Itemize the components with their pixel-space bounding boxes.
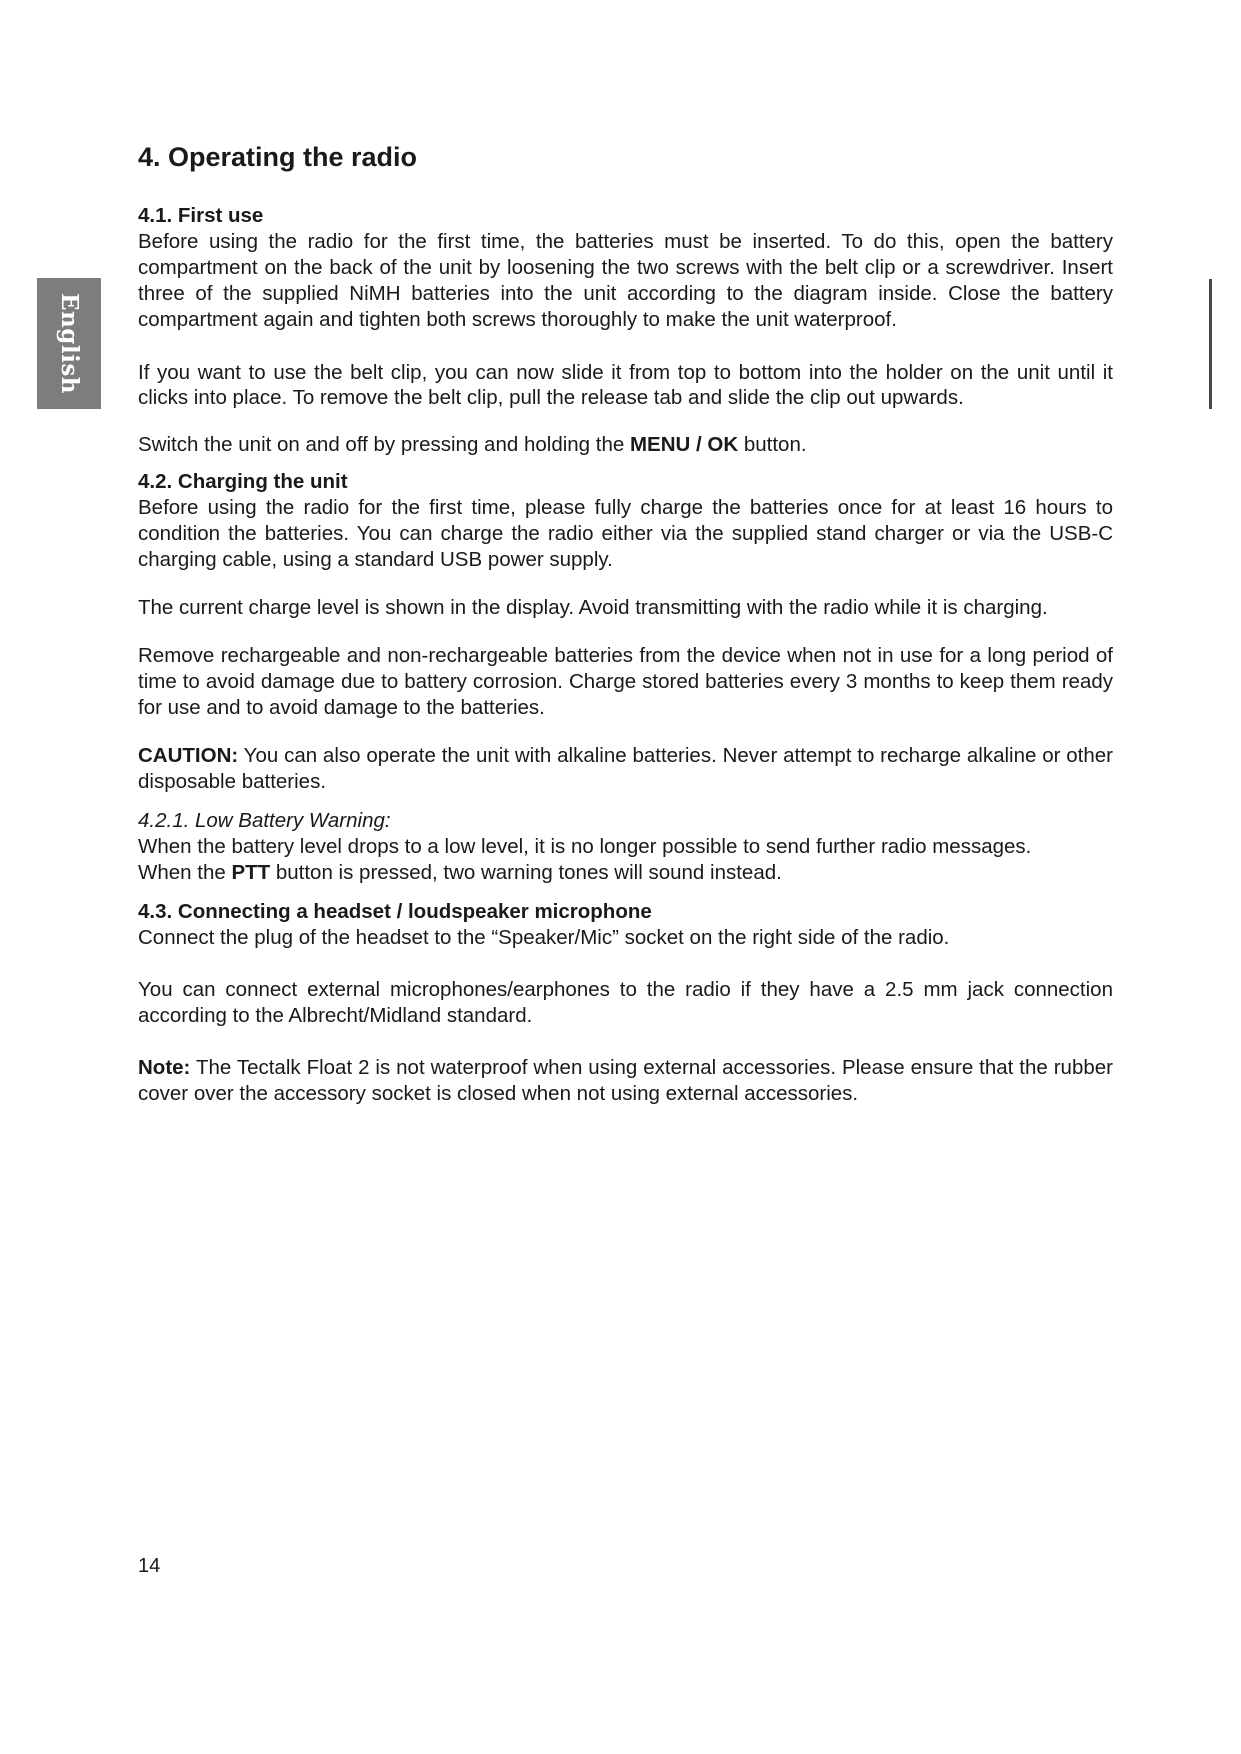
section-4-2-heading: 4.2. Charging the unit bbox=[138, 470, 348, 493]
language-side-tab bbox=[37, 278, 101, 409]
section-4-2-paragraph-1: Before using the radio for the first time, please fully charge the batteries once for at least 16 hours to condition the batteries. You can charge the radio either via the supplied stand charger or via the USB-C charging cable, using a standard USB power supply. bbox=[138, 496, 1113, 571]
section-4-2-1-paragraph-2 bbox=[138, 860, 1113, 886]
page-number: 14 bbox=[138, 1555, 161, 1577]
section-4-3-paragraph-2: You can connect external microphones/earphones to the radio if they have a 2.5 mm jack connection according to the Albrecht/Midland standard. bbox=[138, 978, 1113, 1027]
note-label: Note: bbox=[138, 1056, 191, 1079]
margin-rule bbox=[1209, 279, 1212, 409]
section-4-3-heading: 4.3. Connecting a headset / loudspeaker microphone bbox=[138, 900, 652, 923]
language-tab-label: English bbox=[55, 293, 83, 394]
caution-paragraph bbox=[138, 743, 1113, 795]
section-4-1-paragraph-1: Before using the radio for the first time, the batteries must be inserted. To do this, open the battery compartment on the back of the unit by loosening the two screws with the belt clip or a screwdriver. Insert three of the supplied NiMH batteries into the unit according to the diagram inside. Close the battery compartment again and tighten both screws thoroughly to make the unit waterproof. bbox=[138, 230, 1113, 331]
switch-text-before: Switch the unit on and off by pressing and holding the bbox=[138, 433, 630, 456]
caution-label: CAUTION: bbox=[138, 744, 239, 767]
section-4-3-paragraph-1: Connect the plug of the headset to the “Speaker/Mic” socket on the right side of the radio. bbox=[138, 926, 950, 949]
switch-text-after: button. bbox=[738, 433, 807, 456]
section-4-1-heading: 4.1. First use bbox=[138, 204, 264, 227]
section-4-2-paragraph-2: The current charge level is shown in the display. Avoid transmitting with the radio while it is charging. bbox=[138, 596, 1048, 619]
page-title: 4. Operating the radio bbox=[138, 142, 418, 172]
ptt-text-before: When the bbox=[138, 861, 232, 884]
ptt-label: PTT bbox=[231, 861, 271, 884]
section-4-1-paragraph-2: If you want to use the belt clip, you can now slide it from top to bottom into the holder on the unit until it clicks into place. To remove the belt clip, pull the release tab and slide the clip out upwards. bbox=[138, 361, 1113, 409]
page-content bbox=[138, 140, 1113, 1107]
section-4-1-paragraph-3 bbox=[138, 432, 1113, 458]
section-4-2-1-heading: 4.2.1. Low Battery Warning: bbox=[138, 809, 391, 832]
section-4-2-1-paragraph-1: When the battery level drops to a low level, it is no longer possible to send further radio messages. bbox=[138, 835, 1032, 858]
note-paragraph bbox=[138, 1055, 1113, 1107]
caution-text: You can also operate the unit with alkaline batteries. Never attempt to recharge alkaline or other disposable batteries. bbox=[138, 744, 1113, 793]
ptt-text-after: button is pressed, two warning tones will sound instead. bbox=[270, 861, 782, 884]
note-text: The Tectalk Float 2 is not waterproof when using external accessories. Please ensure that the rubber cover over the accessory socket is closed when not using external accessories. bbox=[138, 1056, 1113, 1105]
menu-ok-label: MENU / OK bbox=[629, 433, 739, 456]
section-4-2-paragraph-3: Remove rechargeable and non-rechargeable batteries from the device when not in use for a long period of time to avoid damage due to battery corrosion. Charge stored batteries every 3 months to keep them ready for use and to avoid damage to the batteries. bbox=[138, 644, 1113, 719]
